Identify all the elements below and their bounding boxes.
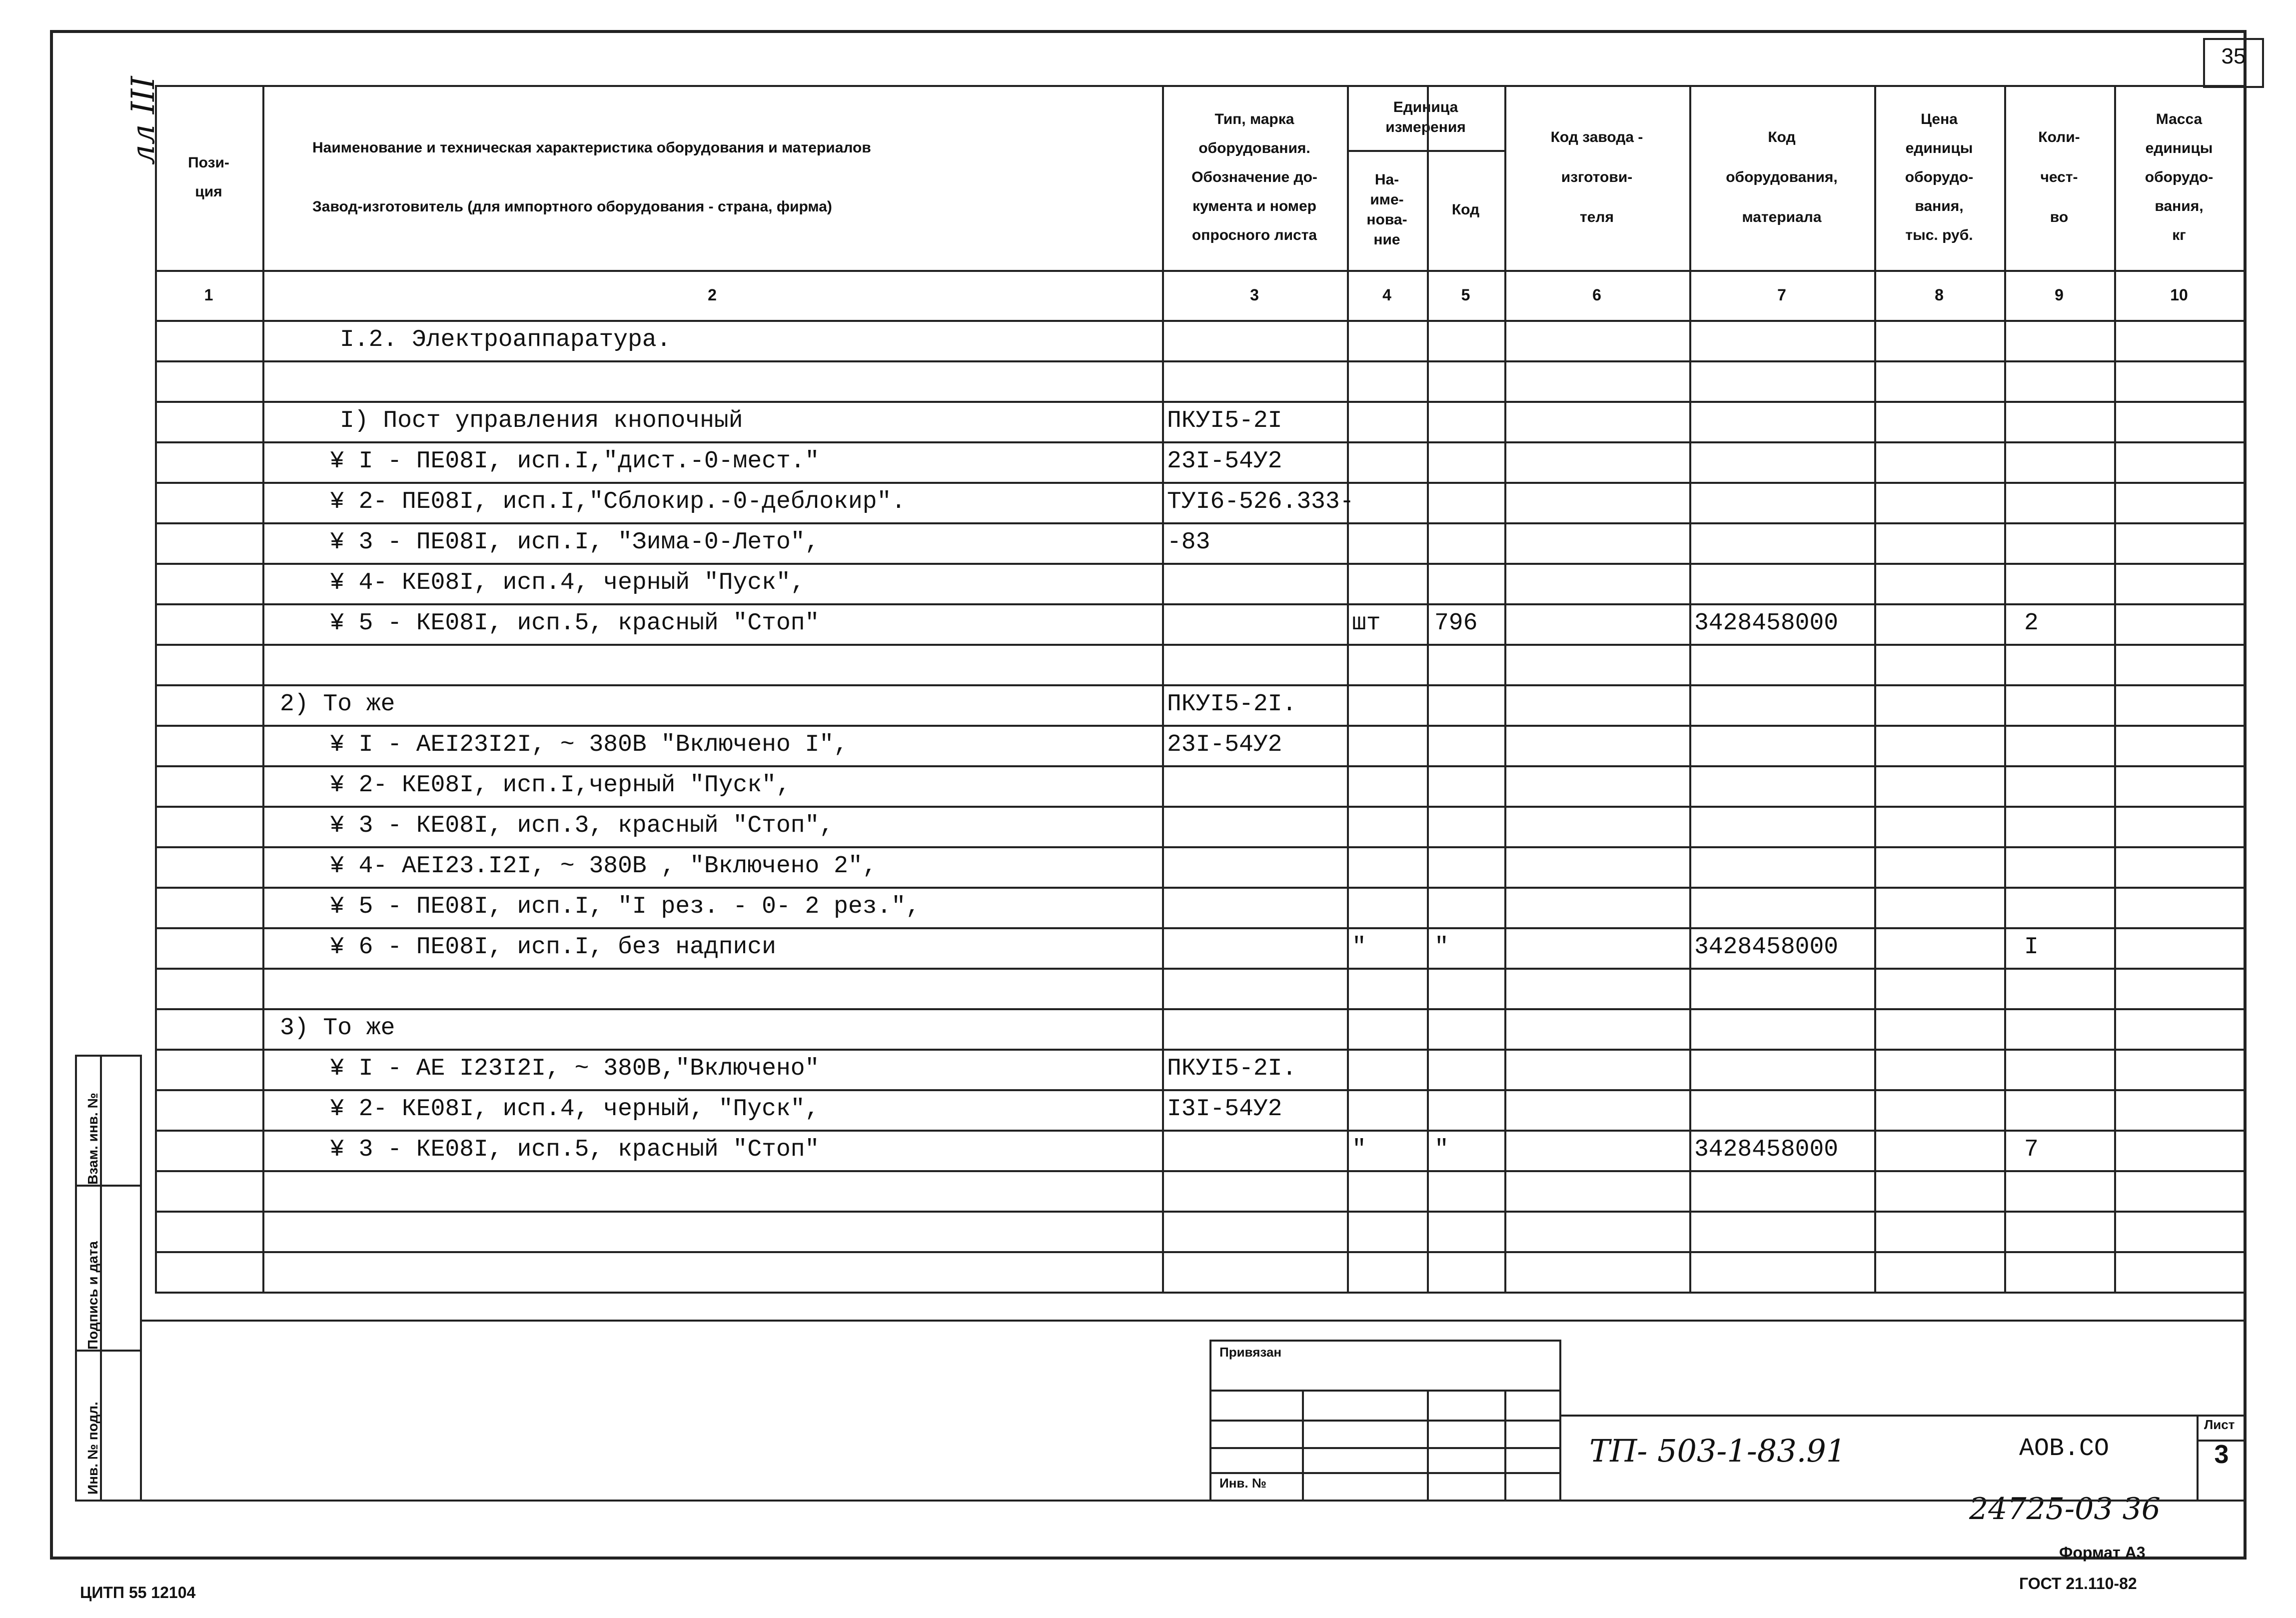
column-divider <box>1689 85 1691 1292</box>
header-name <box>262 85 1212 270</box>
column-divider <box>2114 85 2116 1292</box>
cell-unit: шт <box>1352 610 1381 637</box>
column-number: 3 <box>1250 285 1259 304</box>
footer-format: Формат А3 <box>2059 1544 2146 1562</box>
privyazan-divider <box>1209 1447 1559 1449</box>
stamp-handwritten: 24725-03 36 <box>1969 1492 2161 1527</box>
cell-type: -83 <box>1167 529 1210 556</box>
cell-unit-code: " <box>1434 934 1449 961</box>
table-top-border <box>155 85 2244 87</box>
column-divider <box>1427 85 1429 1292</box>
column-divider <box>1874 85 1876 1292</box>
stamp-privyazan: Привязан <box>1219 1345 1282 1360</box>
row-divider <box>155 401 2244 403</box>
stamp-doc-code: ТП- 503-1-83.91 <box>1589 1433 1846 1469</box>
cell-name: 3) То же <box>280 1015 395 1042</box>
title-block-top <box>1559 1415 2247 1417</box>
cell-unit-code: " <box>1434 1136 1449 1163</box>
stamp-list-label: Лист <box>2204 1417 2235 1432</box>
side-strip-bottom <box>75 1500 140 1502</box>
footer-gost: ГОСТ 21.110-82 <box>2019 1575 2137 1593</box>
header-mass: Масса единицы оборудо- вания, кг <box>2145 111 2214 243</box>
cell-name: 2) То же <box>280 691 395 718</box>
stamp-list-number: 3 <box>2214 1440 2229 1469</box>
privyazan-divider <box>1209 1420 1559 1422</box>
cell-equipment-code: 3428458000 <box>1694 1136 1839 1163</box>
cell-unit: " <box>1352 934 1366 961</box>
privyazan-divider <box>1302 1390 1304 1500</box>
stamp-mark: АОВ.СО <box>2019 1435 2110 1463</box>
cell-name: I.2. Электроаппаратура. <box>340 326 671 353</box>
header-factory-code: Код завода - изготови- теля <box>1550 129 1643 225</box>
header-unit-name: На- име- нова- ние <box>1366 171 1407 248</box>
cell-type: ТУI6-526.333- <box>1167 488 1354 515</box>
row-divider <box>155 927 2244 929</box>
column-divider <box>155 85 157 1292</box>
unit-group-divider <box>1347 150 1504 152</box>
header-unit-code: Код <box>1451 201 1480 218</box>
stamp-top-border <box>140 1320 2247 1322</box>
cell-name: ¥ 6 - ПЕ08I, исп.I, без надписи <box>330 934 776 961</box>
header-equipment-code: Код оборудования, материала <box>1726 129 1838 225</box>
privyazan-divider <box>1504 1390 1506 1500</box>
cell-name: ¥ 3 - КЕ08I, исп.3, красный "Стоп", <box>330 812 834 839</box>
row-divider <box>155 725 2244 727</box>
column-divider <box>1504 85 1506 1292</box>
cell-name: ¥ I - ПЕ08I, исп.I,"дист.-0-мест." <box>330 448 820 475</box>
privyazan-divider <box>1427 1390 1429 1500</box>
row-divider <box>155 1089 2244 1091</box>
cell-type: 23I-54У2 <box>1167 448 1282 475</box>
privyazan-divider <box>1209 1390 1559 1392</box>
cell-name: ¥ 2- КЕ08I, исп.I,черный "Пуск", <box>330 772 791 799</box>
stamp-inv-no: Инв. № <box>1219 1476 1266 1491</box>
cell-name: ¥ 2- КЕ08I, исп.4, черный, "Пуск", <box>330 1096 820 1123</box>
side-strip-top <box>75 1055 140 1057</box>
column-number-border <box>155 320 2244 322</box>
cell-name: ¥ I - АЕ I23I2I, ~ 380В,"Включено" <box>330 1055 820 1082</box>
column-number: 2 <box>708 285 717 304</box>
column-divider <box>1162 85 1164 1292</box>
cell-type: ПКУI5-2I. <box>1167 691 1297 718</box>
row-divider <box>155 603 2244 605</box>
cell-name: ¥ 4- АЕI23.I2I, ~ 380В , "Включено 2", <box>330 853 877 880</box>
cell-quantity: 7 <box>2024 1136 2039 1163</box>
column-divider <box>1347 85 1349 1292</box>
cell-quantity: I <box>2024 934 2039 961</box>
sheet-number-divider <box>2197 1415 2199 1500</box>
side-label-podpis: Подпись и дата <box>85 1241 100 1350</box>
row-divider <box>155 1170 2244 1172</box>
cell-type: 23I-54У2 <box>1167 731 1282 758</box>
header-name-line2: Завод-изготовитель (для импортного оборудования - страна, фирма) <box>312 198 832 215</box>
cell-type: ПКУI5-2I. <box>1167 1055 1297 1082</box>
stamp-bottom-border <box>140 1500 2247 1502</box>
column-number: 1 <box>204 285 213 304</box>
row-divider <box>155 1251 2244 1253</box>
header-name-line1: Наименование и техническая характеристика оборудования и материалов <box>312 139 871 156</box>
header-quantity: Коли- чест- во <box>2038 129 2080 225</box>
row-divider <box>155 765 2244 767</box>
column-number: 7 <box>1777 285 1786 304</box>
row-divider <box>155 968 2244 970</box>
row-divider <box>155 360 2244 362</box>
row-divider <box>155 1211 2244 1213</box>
cell-unit-code: 796 <box>1434 610 1478 637</box>
cell-equipment-code: 3428458000 <box>1694 610 1839 637</box>
sheet-number-divider <box>2197 1440 2247 1442</box>
privyazan-divider <box>1209 1472 1559 1474</box>
header-unit-group: Единица измерения <box>1385 99 1466 135</box>
row-divider <box>155 441 2244 443</box>
cell-unit: " <box>1352 1136 1366 1163</box>
row-divider <box>155 1049 2244 1051</box>
side-strip-divider <box>75 1350 140 1352</box>
row-divider <box>155 563 2244 565</box>
column-number: 8 <box>1935 285 1944 304</box>
column-divider <box>262 85 264 1292</box>
side-strip-border <box>140 1055 142 1500</box>
header-price: Цена единицы оборудо- вания, тыс. руб. <box>1905 111 1974 243</box>
side-strip-border <box>75 1055 77 1500</box>
privyazan-top <box>1209 1340 1559 1342</box>
header-position: Пози- ция <box>188 154 229 200</box>
side-label-vzam: Взам. инв. № <box>85 1093 100 1185</box>
page-number: 35 <box>2221 44 2246 68</box>
cell-name: ¥ 5 - КЕ08I, исп.5, красный "Стоп" <box>330 610 820 637</box>
row-divider <box>155 846 2244 848</box>
side-strip-divider <box>100 1055 102 1500</box>
column-number: 4 <box>1382 285 1391 304</box>
privyazan-right <box>1559 1340 1561 1500</box>
cell-name: ¥ 3 - КЕ08I, исп.5, красный "Стоп" <box>330 1136 820 1163</box>
cell-quantity: 2 <box>2024 610 2039 637</box>
header-type: Тип, марка оборудования. Обозначение до- кумента и номер опросного листа <box>1191 111 1317 243</box>
cell-equipment-code: 3428458000 <box>1694 934 1839 961</box>
column-number: 9 <box>2055 285 2064 304</box>
cell-name: ¥ I - АЕI23I2I, ~ 380В "Включено I", <box>330 731 848 758</box>
row-divider <box>155 1008 2244 1010</box>
side-strip-divider <box>75 1185 140 1187</box>
cell-name: I) Пост управления кнопочный <box>340 407 743 434</box>
margin-mark: лл III <box>125 76 162 165</box>
cell-name: ¥ 2- ПЕ08I, исп.I,"Сблокир.-0-деблокир". <box>330 488 906 515</box>
column-divider <box>2244 85 2246 1292</box>
column-divider <box>2004 85 2006 1292</box>
cell-type: I3I-54У2 <box>1167 1096 1282 1123</box>
row-divider <box>155 1130 2244 1132</box>
cell-type: ПКУI5-2I <box>1167 407 1282 434</box>
row-divider <box>155 684 2244 686</box>
footer-citp: ЦИТП 55 12104 <box>80 1584 196 1602</box>
cell-name: ¥ 4- КЕ08I, исп.4, черный "Пуск", <box>330 569 805 596</box>
row-divider <box>155 806 2244 808</box>
row-divider <box>155 482 2244 484</box>
cell-name: ¥ 5 - ПЕ08I, исп.I, "I рез. - 0- 2 рез.", <box>330 893 920 920</box>
column-number: 6 <box>1592 285 1601 304</box>
row-divider <box>155 1292 2244 1294</box>
row-divider <box>155 644 2244 646</box>
row-divider <box>155 522 2244 524</box>
cell-name: ¥ 3 - ПЕ08I, исп.I, "Зима-0-Лето", <box>330 529 820 556</box>
column-number: 10 <box>2170 285 2188 304</box>
side-label-inv: Инв. № подл. <box>85 1402 100 1495</box>
row-divider <box>155 887 2244 889</box>
column-number: 5 <box>1461 285 1470 304</box>
